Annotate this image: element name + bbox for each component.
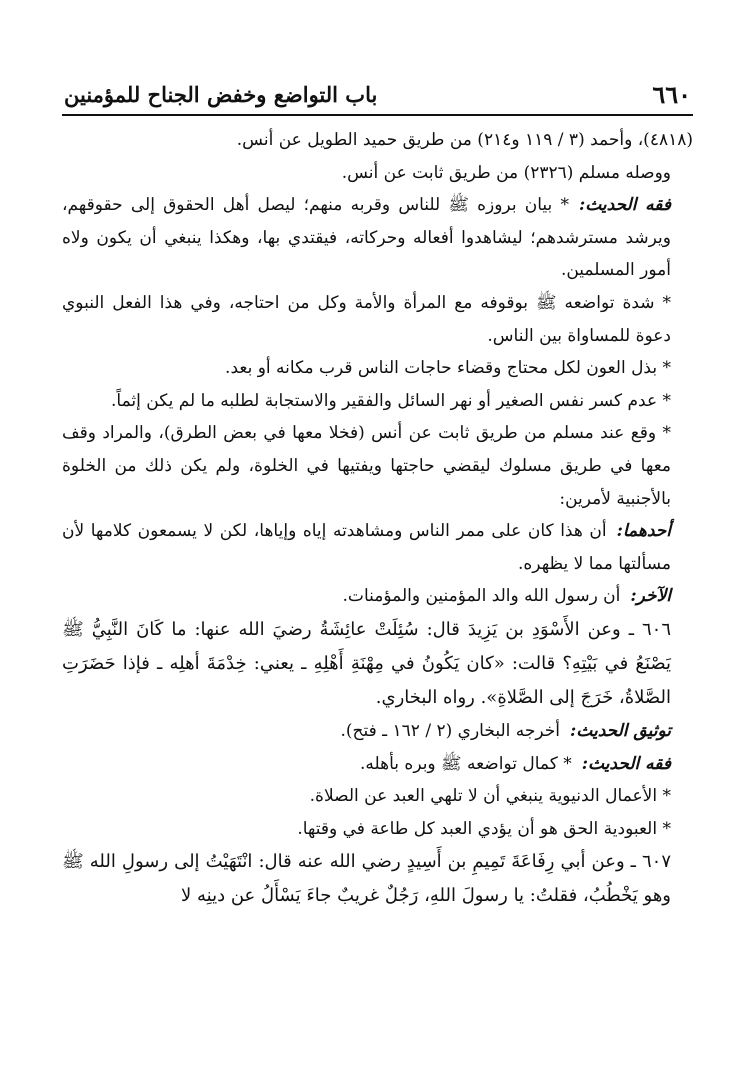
- paragraph: [62, 124, 693, 157]
- paragraph: [62, 385, 693, 418]
- page-header: [62, 72, 693, 116]
- paragraph-text: * بيان بروزه ﷺ للناس وقربه منهم؛ ليصل أهل الحقوق إلى حقوقهم، ويرشد مسترشدهم؛ ليشاهدوا أفعاله وحركاته، فيقتدي بها، وهكذا ينبغي أن يكون ولاه أمور المسلمين.: [62, 195, 671, 281]
- paragraph: [62, 813, 693, 846]
- paragraph-text: (٤٨١٨)، وأحمد (٣ / ١١٩ و٢١٤) من طريق حميد الطويل عن أنس.: [236, 130, 693, 150]
- paragraph: [62, 780, 693, 813]
- paragraph: [62, 157, 693, 190]
- page-number: ٦٦٠: [652, 80, 691, 109]
- paragraph: [62, 748, 693, 781]
- page-body: [62, 124, 693, 913]
- paragraph-text: * عدم كسر نفس الصغير أو نهر السائل والفقير والاستجابة لطلبه ما لم يكن إثماً.: [110, 390, 671, 411]
- section-label: أحدهما:: [616, 521, 671, 542]
- paragraph-text: أن هذا كان على ممر الناس ومشاهدته إياه وإياها، لكن لا يسمعون كلامها لأن مسألتها مما لا يظهره.: [62, 521, 671, 574]
- section-label: فقه الحديث:: [578, 195, 671, 216]
- running-title: باب التواضع وخفض الجناح للمؤمنين: [64, 82, 378, 107]
- paragraph-text: ٦٠٧ ـ وعن أبي رِفَاعَةَ تَمِيمِ بن أَسِيدٍ رضي الله عنه قال: انْتَهَيْتُ إلى رسولِ الله ﷺ وهو يَخْطُبُ، فقلتُ: يا رسولَ اللهِ، رَجُلٌ غريبٌ جاءَ يَسْأَلُ عن دينِه لا: [62, 851, 671, 907]
- paragraph: [62, 613, 693, 715]
- paragraph-text: أخرجه البخاري (٢ / ١٦٢ ـ فتح).: [340, 720, 561, 741]
- paragraph-text: * بذل العون لكل محتاج وقضاء حاجات الناس قرب مكانه أو بعد.: [225, 358, 671, 379]
- paragraph-text: * الأعمال الدنيوية ينبغي أن لا تلهي العبد عن الصلاة.: [309, 786, 671, 807]
- paragraph: [62, 580, 693, 613]
- section-label: فقه الحديث:: [581, 753, 671, 774]
- paragraph: [62, 845, 693, 913]
- paragraph: [62, 417, 693, 515]
- paragraph: [62, 189, 693, 287]
- paragraph-text: * شدة تواضعه ﷺ بوقوفه مع المرأة والأمة وكل من احتاجه، وفي هذا الفعل النبوي دعوة للمساواة بين الناس.: [62, 292, 671, 346]
- paragraph: [62, 352, 693, 385]
- section-label: الآخر:: [630, 586, 671, 607]
- paragraph-text: * كمال تواضعه ﷺ وبره بأهله.: [359, 753, 572, 774]
- paragraph-text: أن رسول الله والد المؤمنين والمؤمنات.: [342, 586, 621, 607]
- paragraph: [62, 287, 693, 352]
- paragraph-text: * وقع عند مسلم من طريق ثابت عن أنس (فخلا معها في بعض الطرق)، والمراد وقف معها في طريق مسلوك ليقضي حاجتها ويفتيها في الخلوة، ولم يكن ذلك من الخلوة بالأجنبية لأمرين:: [62, 423, 671, 509]
- paragraph: [62, 715, 693, 748]
- paragraph-text: * العبودية الحق هو أن يؤدي العبد كل طاعة في وقتها.: [297, 818, 671, 839]
- paragraph-text: ٦٠٦ ـ وعن الأَسْوَدِ بن يَزِيدَ قال: سُئِلَتْ عائِشَةُ رضيَ الله عنها: ما كَانَ النَّبِيُّ ﷺ يَصْنَعُ في بَيْتِهِ؟ قالت: «كان يَكُونُ في مِهْنَةِ أَهْلِهِ ـ يعني: خِدْمَةَ أهلِه ـ فإذا حَضَرَتِ الصَّلاةُ، خَرَجَ إلى الصَّلاةِ». رواه البخاري.: [62, 618, 671, 708]
- section-label: توثيق الحديث:: [570, 720, 671, 741]
- paragraph-text: ووصله مسلم (٢٣٢٦) من طريق ثابت عن أنس.: [341, 162, 671, 183]
- paragraph: [62, 515, 693, 580]
